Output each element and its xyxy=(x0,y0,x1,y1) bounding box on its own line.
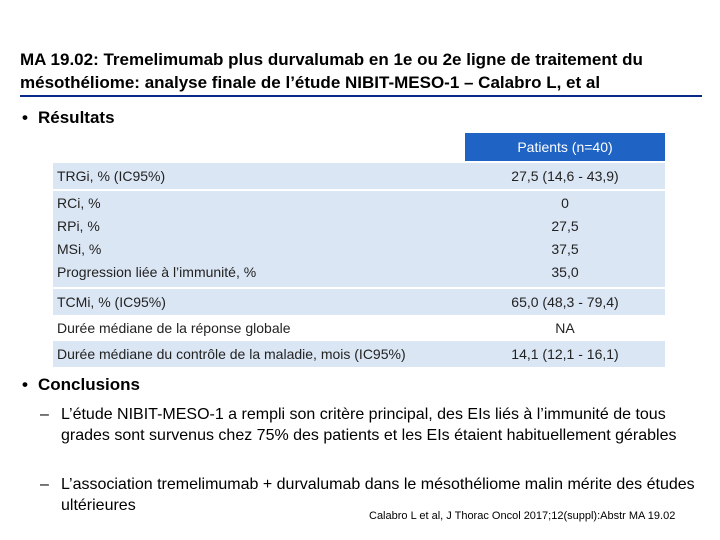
slide-title: MA 19.02: Tremelimumab plus durvalumab en 1e ou 2e ligne de traitement du mésothéliome: analyse finale de l’étude NIBIT-MESO-1 – Calabro L, et al xyxy=(20,50,643,92)
row-label: TCMi, % (IC95%) xyxy=(57,294,166,310)
row-label: RCi, % xyxy=(57,195,101,211)
row-value: 0 xyxy=(561,195,569,211)
results-table xyxy=(53,133,665,366)
results-heading-text: Résultats xyxy=(38,108,115,127)
dash-bullet: – xyxy=(40,476,49,493)
table-row xyxy=(53,341,665,367)
conclusion-text: L’association tremelimumab + durvalumab dans le mésothéliome malin mérite des études ultérieures xyxy=(61,476,695,514)
table-row xyxy=(53,163,665,189)
row-value: 27,5 xyxy=(551,218,579,234)
row-label: TRGi, % (IC95%) xyxy=(57,168,166,184)
table-row xyxy=(53,315,665,341)
table-column-header: Patients (n=40) xyxy=(465,133,665,161)
row-value: 37,5 xyxy=(551,241,579,257)
bullet-icon: • xyxy=(22,375,28,394)
bullet-icon: • xyxy=(22,108,28,127)
row-value: 14,1 (12,1 - 16,1) xyxy=(511,346,619,362)
conclusions-heading-text: Conclusions xyxy=(38,375,141,394)
conclusion-text: L’étude NIBIT-MESO-1 a rempli son critère principal, des EIs liés à l’immunité de tous grades sont survenus chez 75% des patients et les EIs étaient habituellement gérables xyxy=(61,406,677,444)
row-label: MSi, % xyxy=(57,241,102,257)
row-label: Durée médiane du contrôle de la maladie, mois (IC95%) xyxy=(57,346,406,362)
conclusion-item xyxy=(40,404,700,446)
row-value: 27,5 (14,6 - 43,9) xyxy=(511,168,619,184)
conclusions-heading xyxy=(22,375,140,395)
row-value: NA xyxy=(555,320,575,336)
table-row xyxy=(53,191,665,287)
dash-bullet: – xyxy=(40,406,49,423)
citation: Calabro L et al, J Thorac Oncol 2017;12(suppl):Abstr MA 19.02 xyxy=(369,510,676,522)
table-row xyxy=(53,289,665,315)
results-heading xyxy=(22,108,115,128)
title-divider xyxy=(20,95,702,97)
row-label: RPi, % xyxy=(57,218,100,234)
row-label: Progression liée à l’immunité, % xyxy=(57,264,257,280)
row-value: 65,0 (48,3 - 79,4) xyxy=(511,294,619,310)
row-value: 35,0 xyxy=(551,264,579,280)
row-label: Durée médiane de la réponse globale xyxy=(57,320,291,336)
